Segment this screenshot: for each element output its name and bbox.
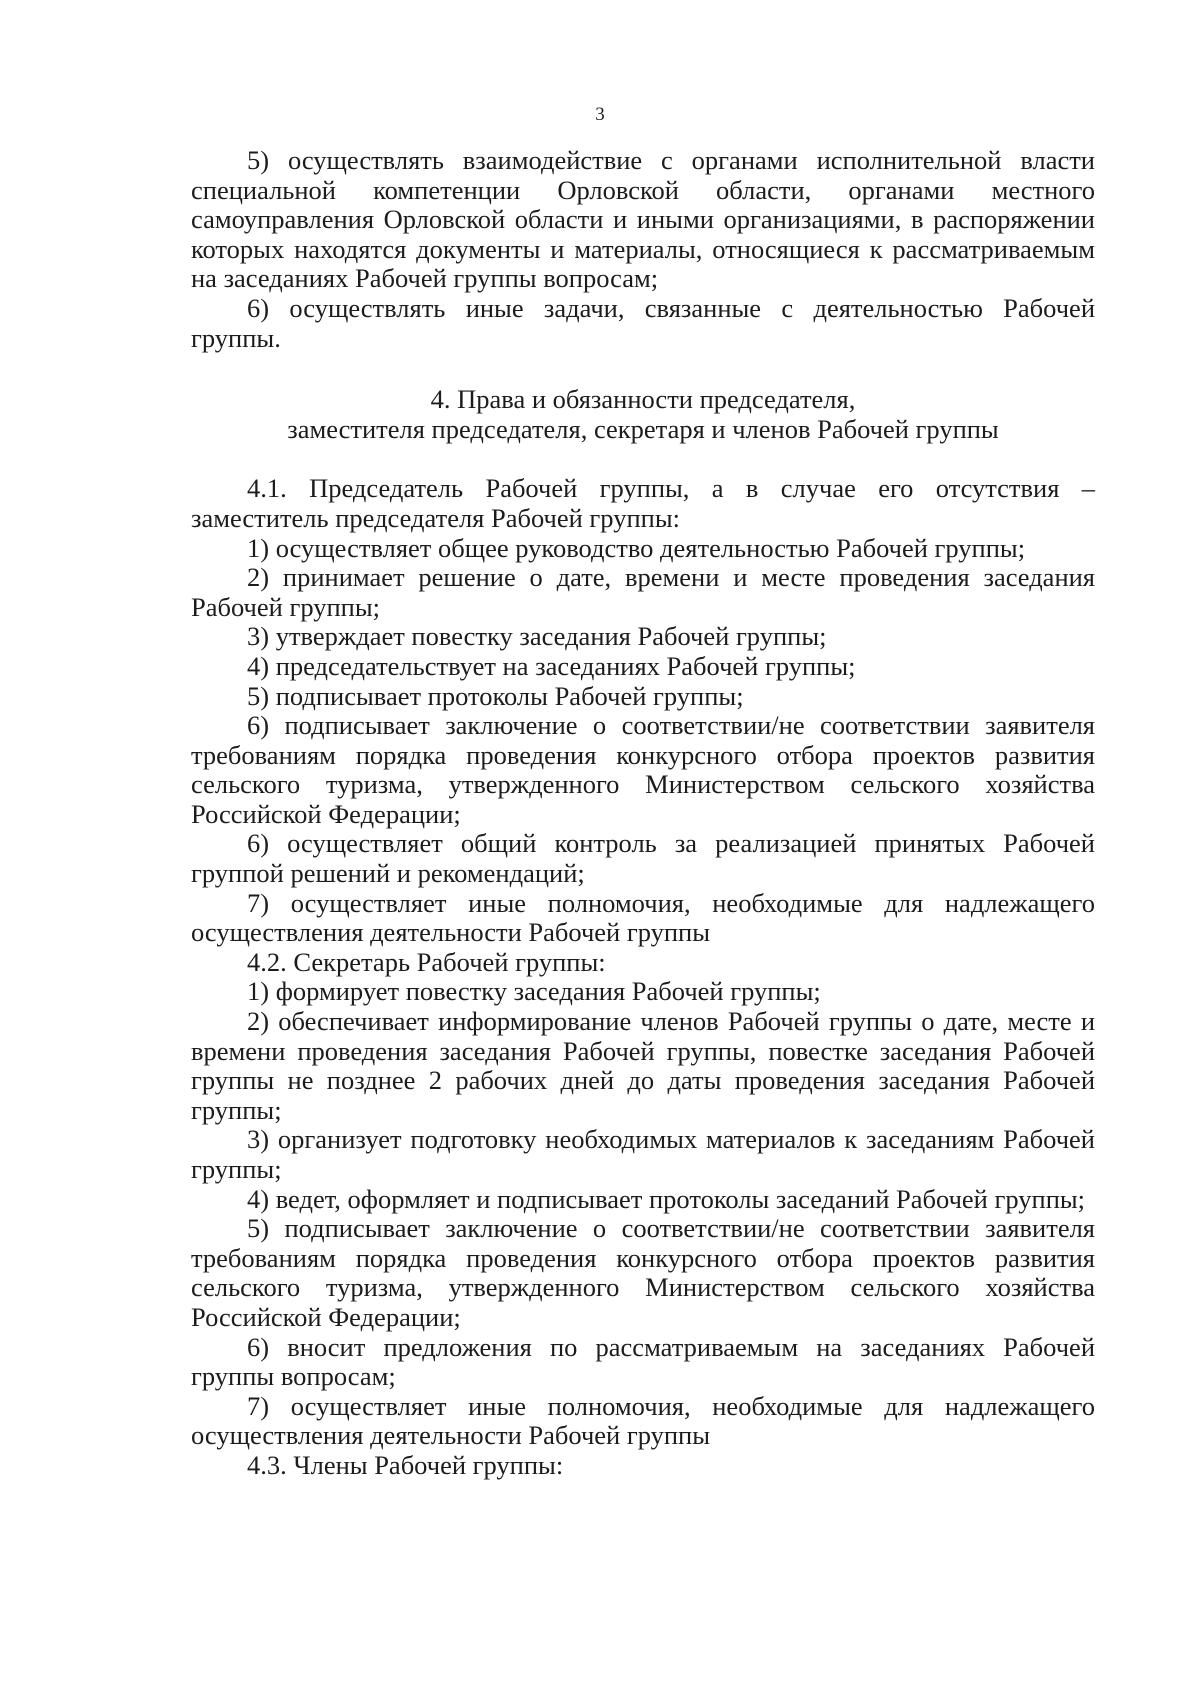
- page-number: 3: [595, 104, 605, 125]
- document-body: [191, 146, 1095, 1481]
- section-paragraph: 2) принимает решение о дате, времени и месте проведения заседания Рабочей группы;: [191, 562, 1095, 622]
- section-paragraph: 5) подписывает протоколы Рабочей группы;: [247, 680, 744, 711]
- section-paragraph: 5) подписывает заключение о соответствии/не соответствии заявителя требованиям порядка проведения конкурсного отбора проектов развития сельского туризма, утвержденного Министерством сельского хозяйства Российской Федерации;: [191, 1213, 1095, 1332]
- section-paragraph: 3) организует подготовку необходимых материалов к заседаниям Рабочей группы;: [191, 1124, 1095, 1184]
- intro-item: 5) осуществлять взаимодействие с органами исполнительной власти специальной компетенции Орловской области, органами местного самоуправления Орловской области и иными организациями, в распоряжении которых находятся документы и материалы, относящиеся к рассматриваемым на заседаниях Рабочей группы вопросам;: [191, 145, 1095, 294]
- section-paragraph: 6) подписывает заключение о соответствии/не соответствии заявителя требованиям порядка проведения конкурсного отбора проектов развития сельского туризма, утвержденного Министерством сельского хозяйства Российской Федерации;: [191, 710, 1095, 829]
- section-heading-line: 4. Права и обязанности председателя,: [430, 384, 856, 415]
- section-paragraph: 7) осуществляет иные полномочия, необходимые для надлежащего осуществления деятельности Рабочей группы: [191, 1390, 1095, 1451]
- section-paragraph: 4) председательствует на заседаниях Рабочей группы;: [247, 650, 856, 681]
- section-paragraph: 7) осуществляет иные полномочия, необходимые для надлежащего осуществления деятельности Рабочей группы: [191, 887, 1095, 948]
- section-paragraph: 3) утверждает повестку заседания Рабочей группы;: [247, 621, 827, 652]
- section-paragraph: 4.2. Секретарь Рабочей группы:: [247, 946, 606, 977]
- intro-item: 6) осуществлять иные задачи, связанные с деятельностью Рабочей группы.: [191, 292, 1095, 353]
- section-paragraph: 6) осуществляет общий контроль за реализацией принятых Рабочей группой решений и рекомендаций;: [191, 828, 1095, 889]
- section-paragraph: 1) осуществляет общее руководство деятельностью Рабочей группы;: [247, 532, 1026, 563]
- section-heading: [191, 385, 1095, 444]
- section-paragraph: 6) вносит предложения по рассматриваемым на заседаниях Рабочей группы вопросам;: [191, 1331, 1095, 1392]
- section-heading-line: заместителя председателя, секретаря и членов Рабочей группы: [287, 413, 999, 444]
- section-paragraph: 4.1. Председатель Рабочей группы, а в случае его отсутствия – заместитель председателя Рабочей группы:: [191, 473, 1095, 533]
- section-paragraph: 4) ведет, оформляет и подписывает протоколы заседаний Рабочей группы;: [247, 1183, 1086, 1214]
- section-paragraph: 1) формирует повестку заседания Рабочей группы;: [247, 976, 821, 1007]
- section-paragraph: 4.3. Члены Рабочей группы:: [247, 1449, 564, 1480]
- section-paragraph: 2) обеспечивает информирование членов Рабочей группы о дате, месте и времени проведения заседания Рабочей группы, повестке заседания Рабочей группы не позднее 2 рабочих дней до даты проведения заседания Рабочей группы;: [191, 1006, 1095, 1125]
